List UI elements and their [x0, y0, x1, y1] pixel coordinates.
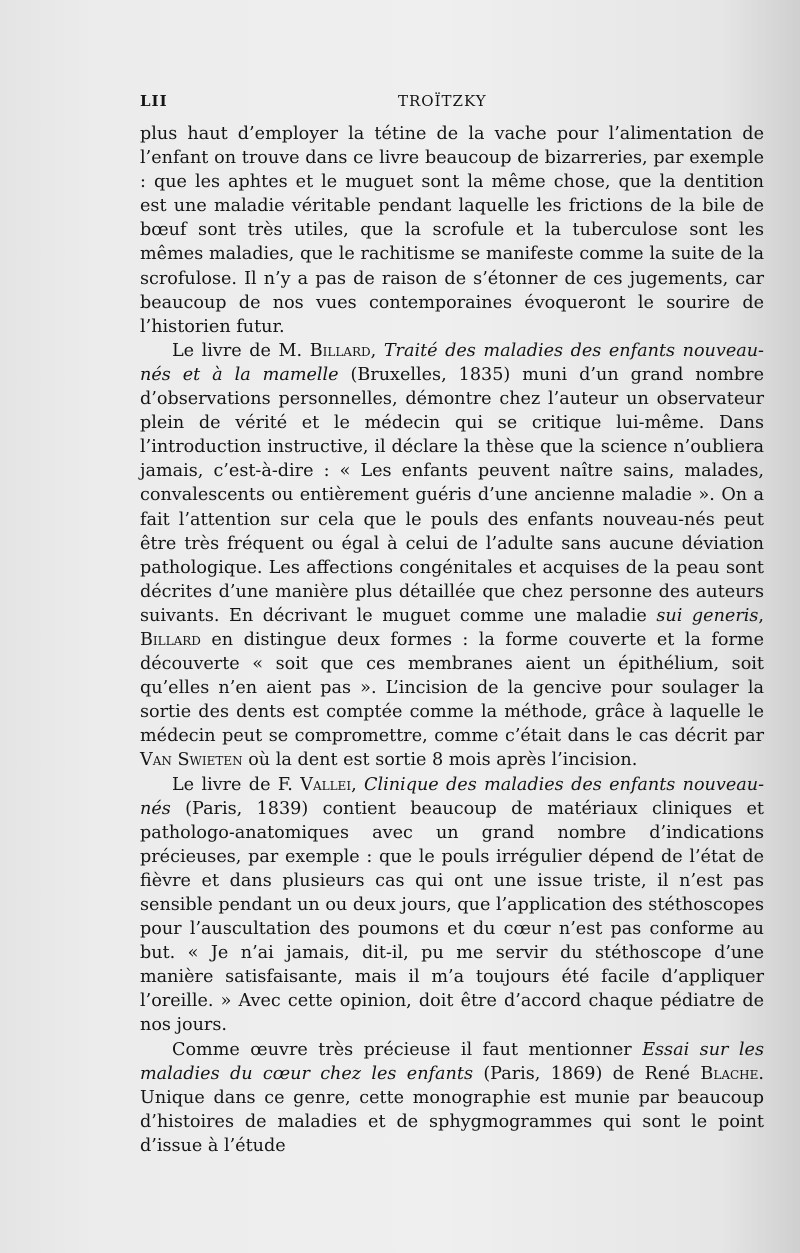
paragraph: [140, 1038, 764, 1158]
text-run: (Paris, 1869) de René: [472, 1063, 701, 1084]
page-number: LII: [140, 92, 168, 110]
page-header: [140, 92, 760, 116]
paragraph: [140, 339, 764, 773]
text-run: ,: [758, 605, 764, 626]
text-run: ,: [370, 340, 384, 361]
paragraph: [140, 122, 764, 339]
text-run: ,: [351, 774, 365, 795]
text-run: . Unique dans ce genre, cette monographie est munie par beaucoup d’histoires de maladies et de sphygmogrammes qui sont le point d’issue à l’étude: [140, 1063, 764, 1156]
author-name: Billard: [140, 629, 201, 650]
text-run: Comme œuvre très précieuse il faut mentionner: [172, 1039, 643, 1060]
latin-term: sui generis: [656, 605, 759, 626]
author-name: Van Swieten: [140, 750, 243, 771]
body-text: [140, 122, 764, 1158]
running-title: TROÏTZKY: [398, 92, 487, 110]
book-title: Clinique des maladies des enfants nouveau-nés: [140, 774, 765, 819]
author-name: Blache: [700, 1063, 759, 1084]
text-run: où la dent est sortie 8 mois après l’incision.: [242, 750, 638, 771]
author-name: Vallei: [300, 774, 352, 795]
book-title: Traité des maladies des enfants nouveau-nés et à la mamelle: [140, 340, 765, 385]
text-run: (Bruxelles, 1835) muni d’un grand nombre d’observations personnelles, démontre chez l’auteur un observateur plein de vérité et le médecin qui se critique lui-même. Dans l’introduction instructive, il déclare la thèse que la science n’oubliera jamais, c’est-à-dire : « Les enfants peuvent naître sains, malades, convalescents ou entièrement guéris d’une ancienne maladie ». On a fait l’attention sur cela que le pouls des enfants nouveau-nés peut être très fréquent ou égal à celui de l’adulte sans aucune déviation pathologique. Les affections congénitales et acquises de la peau sont décrites d’une manière plus détaillée que chez personne des auteurs suivants. En décrivant le muguet comme une maladie: [140, 364, 764, 626]
book-title: Essai sur les maladies du cœur chez les enfants: [140, 1039, 764, 1084]
text-run: Le livre de F.: [172, 774, 301, 795]
text-run: Le livre de M.: [172, 340, 310, 361]
paragraph: [140, 773, 764, 1038]
text-run: en distingue deux formes : la forme couverte et la forme découverte « soit que ces membranes aient un épithélium, soit qu’elles n’en aient pas ». L’incision de la gencive pour soulager la sortie des dents est comptée comme la méthode, grâce à laquelle le médecin peut se compromettre, comme c’était dans le cas décrit par: [140, 629, 764, 747]
text-run: plus haut d’employer la tétine de la vache pour l’alimentation de l’enfant on trouve dans ce livre beaucoup de bizarreries, par exemple : que les aphtes et le muguet sont la même chose, que la dentition est une maladie véritable pendant laquelle les frictions de la bile de bœuf sont très utiles, que la scrofule et la tuberculose sont les mêmes maladies, que le rachitisme se manifeste comme la suite de la scrofulose. Il n’y a pas de raison de s’étonner de ces jugements, car beaucoup de nos vues contemporaines évoqueront le sourire de l’historien futur.: [140, 124, 764, 337]
text-run: (Paris, 1839) contient beaucoup de matériaux cliniques et pathologo-anatomiques avec un grand nombre d’indications précieuses, par exemple : que le pouls irrégulier dépend de l’état de fièvre et dans plusieurs cas qui ont une issue triste, il n’est pas sensible pendant un ou deux jours, que l’application des stéthoscopes pour l’auscultation des poumons et du cœur n’est pas conforme au but. « Je n’ai jamais, dit-il, pu me servir du stéthoscope d’une manière satisfaisante, mais il m’a toujours été facile d’appliquer l’oreille. » Avec cette opinion, doit être d’accord chaque pédiatre de nos jours.: [140, 798, 764, 1036]
author-name: Billard: [309, 340, 371, 361]
